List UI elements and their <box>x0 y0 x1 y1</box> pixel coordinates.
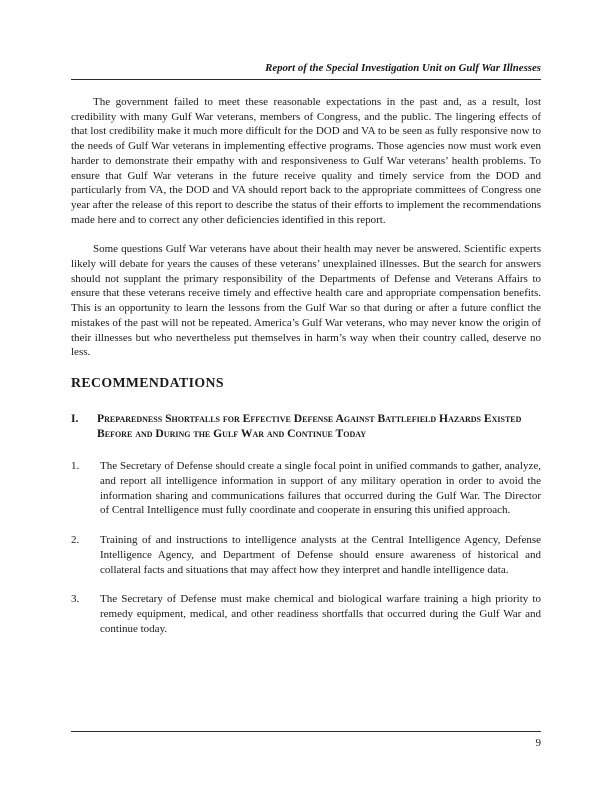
list-item-number: 2. <box>71 534 80 547</box>
page-header <box>71 62 541 80</box>
page-footer <box>71 731 541 749</box>
paragraph-1: The government failed to meet these reasonable expectations in the past and, as a result, lost credibility with many Gulf War veterans, members of Congress, and the public. The lingering effects of that lost credibility make it much more difficult for the DOD and VA to be seen as fully responsive now to the needs of Gulf War veterans in implementing effective programs. Those agencies now must work even harder to demonstrate their empathy with and responsiveness to Gulf War veterans’ health problems. To ensure that Gulf War veterans in the future receive quality and timely service from the DOD and particularly from VA, the DOD and VA should report back to the appropriate committees of Congress one year after the release of this report to describe the status of their efforts to implement the recommendations made here and to correct any other deficiencies identified in this report. <box>71 96 541 226</box>
list-item-number: 1. <box>71 460 80 473</box>
footer-rule <box>71 731 541 732</box>
list-item <box>71 592 541 636</box>
header-rule <box>71 79 541 80</box>
section-number: I. <box>71 411 79 425</box>
page-number: 9 <box>535 737 541 749</box>
list-item-text: The Secretary of Defense should create a single focal point in unified commands to gather, analyze, and report all intelligence information in support of any military operation in order to avoid the information sharing and communications failures that occurred during the Gulf War. The Director of Central Intelligence must fully coordinate and cooperate in ensuring this unified approach. <box>100 460 541 517</box>
recommendations-list <box>71 459 541 636</box>
section-title: Preparedness Shortfalls for Effective Defense Against Battlefield Hazards Existed Before and During the Gulf War and Continue Today <box>97 411 522 441</box>
list-item <box>71 459 541 518</box>
list-item <box>71 533 541 577</box>
running-head: Report of the Special Investigation Unit on Gulf War Illnesses <box>265 62 541 74</box>
list-item-number: 3. <box>71 593 80 606</box>
section-heading <box>71 411 541 441</box>
list-item-text: The Secretary of Defense must make chemical and biological warfare training a high priority to remedy equipment, medical, and other readiness shortfalls that occurred during the Gulf War and continue today. <box>100 593 541 635</box>
list-item-text: Training of and instructions to intelligence analysts at the Central Intelligence Agency, Defense Intelligence Agency, and Department of Defense should ensure awareness of historical and collateral facts and situations that may affect how they interpret and handle intelligence data. <box>100 534 541 576</box>
recommendations-heading: RECOMMENDATIONS <box>71 374 224 390</box>
paragraph-2: Some questions Gulf War veterans have about their health may never be answered. Scientific experts likely will debate for years the causes of these veterans’ unexplained illnesses. But the search for answers should not supplant the primary responsibility of the Departments of Defense and Veterans Affairs to ensure that these veterans receive timely and effective health care and appropriate compensation benefits. This is an opportunity to learn the lessons from the Gulf War so that during or after a future conflict the mistakes of the past will not be repeated. America’s Gulf War veterans, who may never know the origin of their illnesses but who nevertheless put themselves in harm’s way when their country called, deserve no less. <box>71 243 541 359</box>
